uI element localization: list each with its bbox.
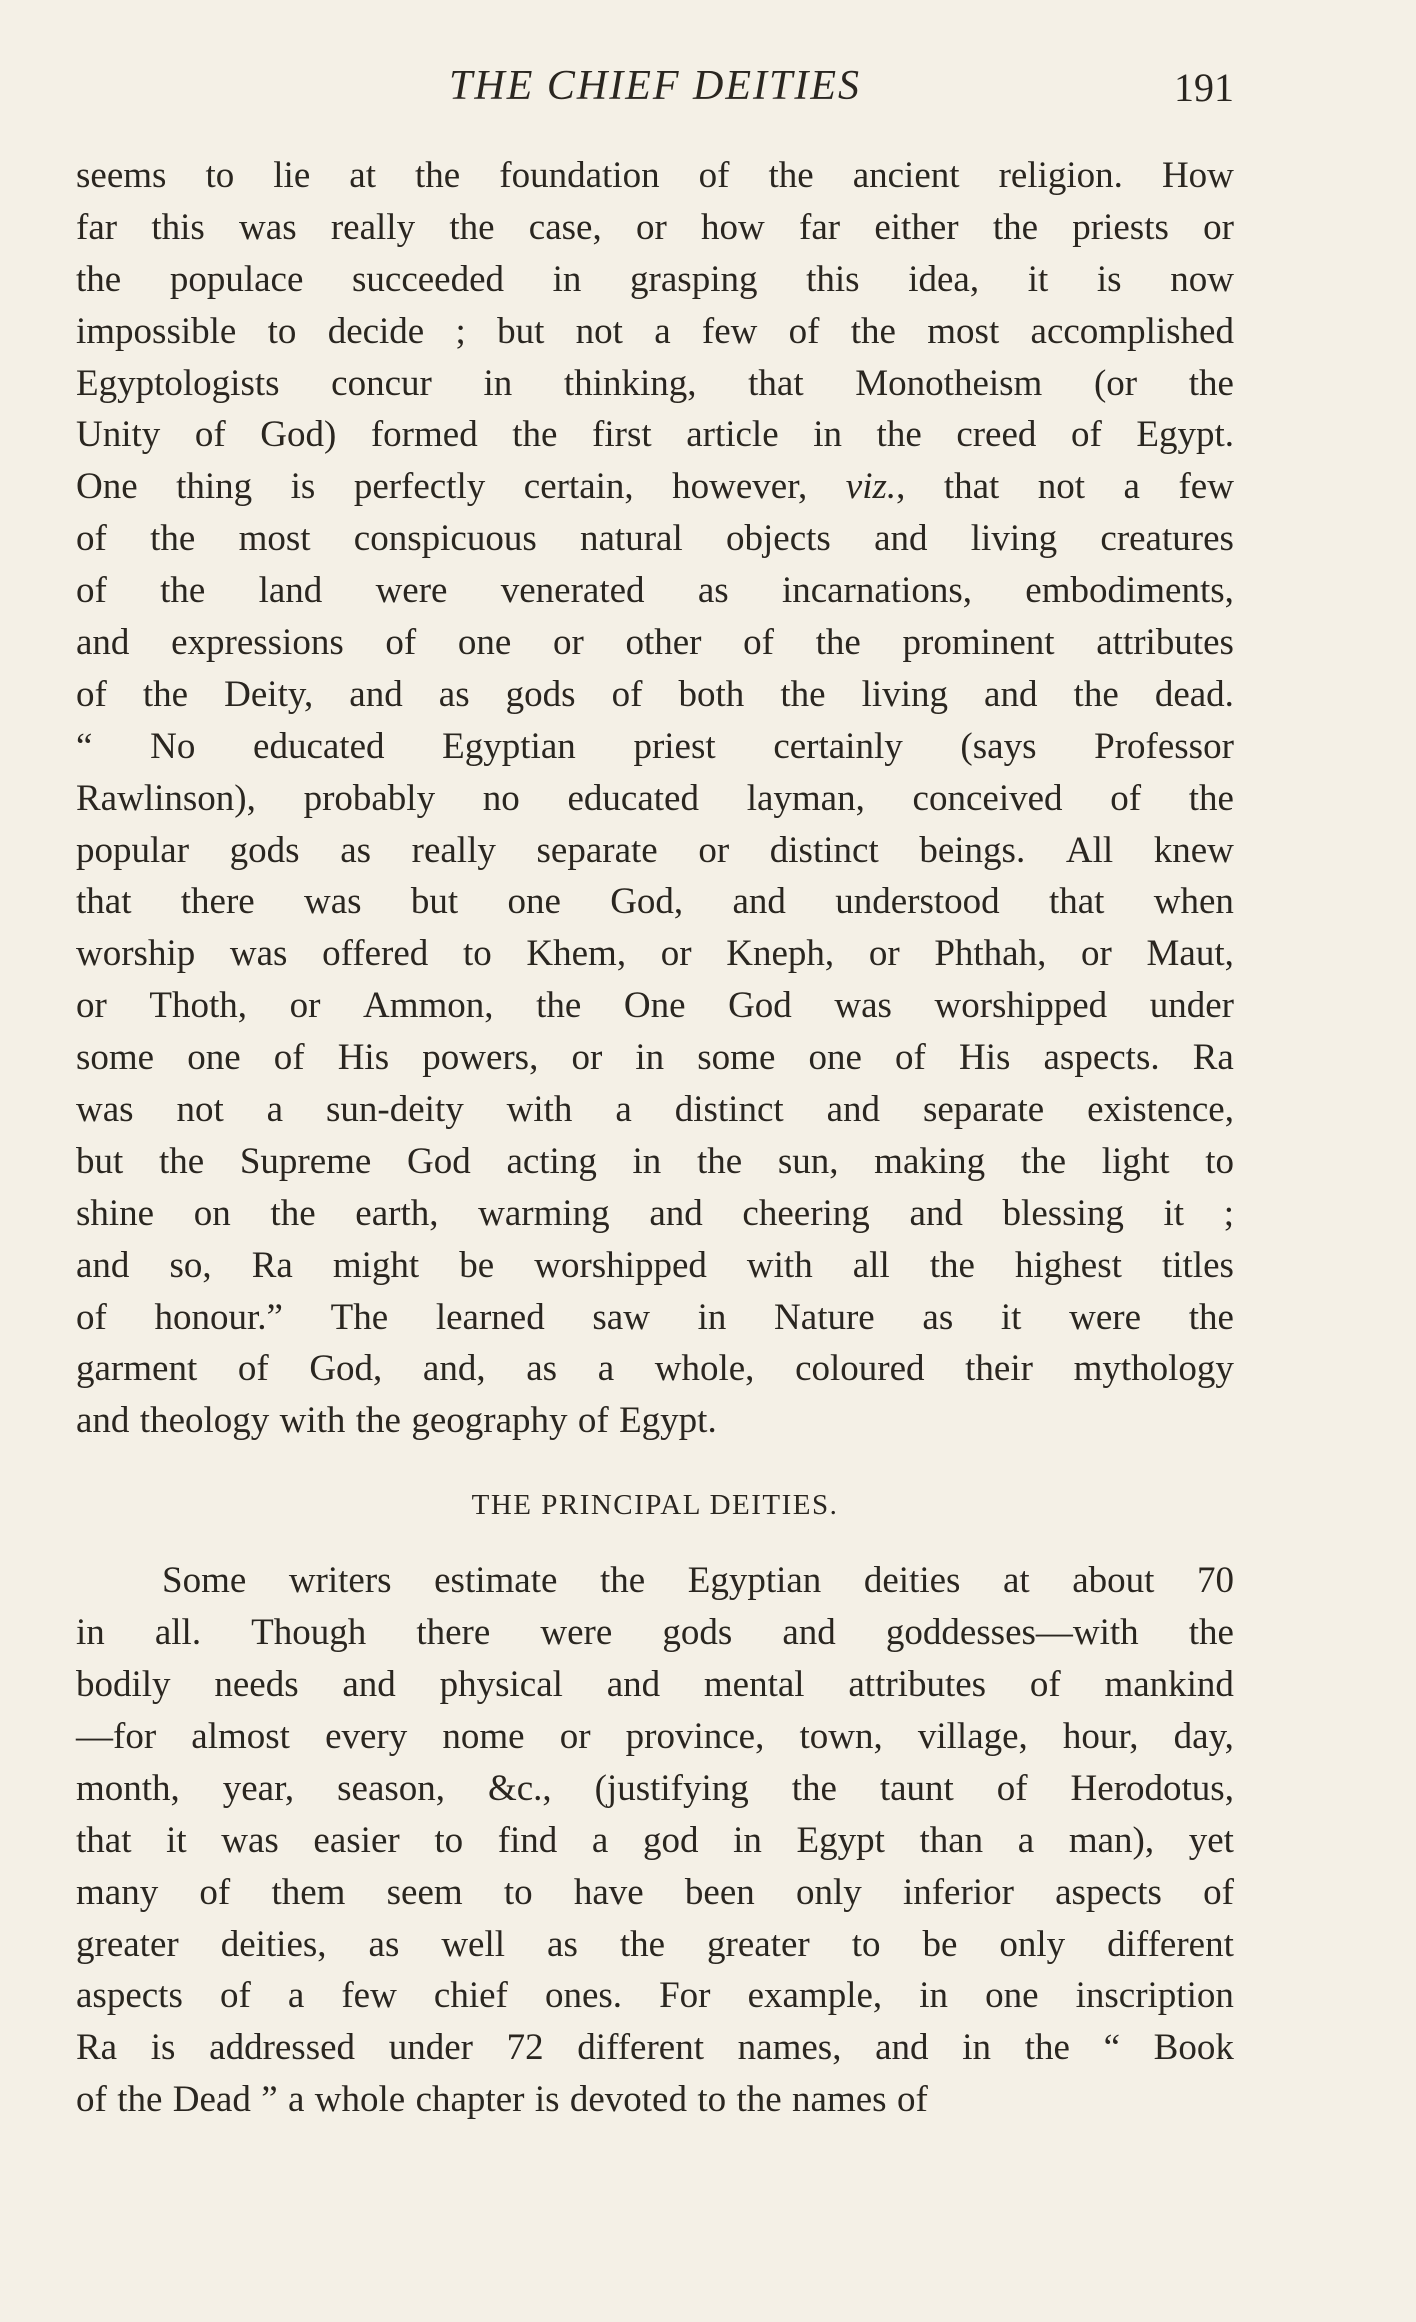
text-line: of the land were venerated as incarnations, embodiments,: [76, 570, 1234, 612]
text-line: One thing is perfectly certain, however, viz., that not a few: [76, 466, 1234, 508]
text-line: bodily needs and physical and mental attributes of mankind: [76, 1664, 1234, 1706]
text-line: Egyptologists concur in thinking, that Monotheism (or the: [76, 362, 1234, 404]
text-line: “ No educated Egyptian priest certainly (says Professor: [76, 725, 1234, 767]
text-line: many of them seem to have been only inferior aspects of: [76, 1871, 1234, 1913]
section-heading: THE PRINCIPAL DEITIES.: [471, 1489, 839, 1522]
running-head: [76, 62, 1234, 122]
text-line: worship was offered to Khem, or Kneph, or Phthah, or Maut,: [76, 933, 1234, 975]
paragraph: [76, 150, 1234, 1447]
text-line: garment of God, and, as a whole, coloured their mythology: [76, 1348, 1234, 1390]
text-line: aspects of a few chief ones. For example, in one inscription: [76, 1975, 1234, 2017]
text-line: that there was but one God, and understood that when: [76, 881, 1234, 923]
text-line: and theology with the geography of Egypt.: [76, 1400, 717, 1442]
text-line: impossible to decide ; but not a few of the most accomplished: [76, 310, 1234, 352]
text-line: of honour.” The learned saw in Nature as it were the: [76, 1296, 1234, 1338]
text-line: greater deities, as well as the greater to be only different: [76, 1923, 1234, 1965]
text-line: shine on the earth, warming and cheering and blessing it ;: [76, 1192, 1234, 1234]
text-line: seems to lie at the foundation of the ancient religion. How: [76, 155, 1234, 196]
page-number: 191: [1174, 65, 1234, 110]
page-body: [76, 150, 1234, 2126]
text-line: month, year, season, &c., (justifying the taunt of Herodotus,: [76, 1767, 1234, 1809]
text-line: Unity of God) formed the first article in the creed of Egypt.: [76, 414, 1234, 456]
text-line: far this was really the case, or how far either the priests or: [76, 206, 1234, 248]
text-line: that it was easier to find a god in Egypt than a man), yet: [76, 1819, 1234, 1861]
text-line: Ra is addressed under 72 different names, and in the “ Book: [76, 2027, 1234, 2069]
text-line: popular gods as really separate or distinct beings. All knew: [76, 829, 1234, 871]
text-line: of the Deity, and as gods of both the living and the dead.: [76, 673, 1234, 715]
text-line: of the Dead ” a whole chapter is devoted to the names of: [76, 2079, 928, 2121]
text-line: or Thoth, or Ammon, the One God was worshipped under: [76, 985, 1234, 1027]
text-line: and so, Ra might be worshipped with all the highest titles: [76, 1244, 1234, 1286]
text-line: of the most conspicuous natural objects and living creatures: [76, 518, 1234, 560]
text-line: but the Supreme God acting in the sun, making the light to: [76, 1140, 1234, 1182]
text-line: was not a sun-deity with a distinct and separate existence,: [76, 1089, 1234, 1131]
paragraph: [76, 1555, 1234, 2126]
text-line: the populace succeeded in grasping this idea, it is now: [76, 258, 1234, 300]
text-line: —for almost every nome or province, town, village, hour, day,: [76, 1715, 1234, 1757]
text-line: and expressions of one or other of the prominent attributes: [76, 622, 1234, 664]
text-line: Some writers estimate the Egyptian deities at about 70: [162, 1560, 1234, 1602]
text-line: in all. Though there were gods and goddesses—with the: [76, 1612, 1234, 1654]
text-line: some one of His powers, or in some one of His aspects. Ra: [76, 1037, 1234, 1079]
text-line: Rawlinson), probably no educated layman, conceived of the: [76, 777, 1234, 819]
running-title: THE CHIEF DEITIES: [449, 63, 861, 109]
